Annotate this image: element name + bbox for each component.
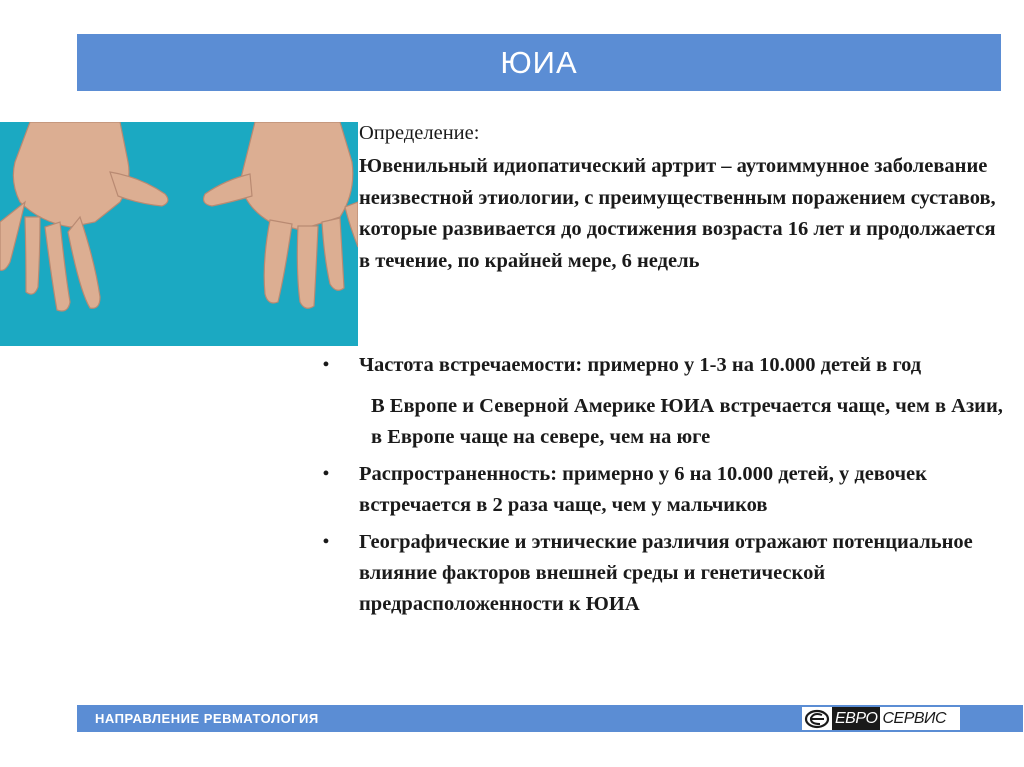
footer-bar (77, 705, 1023, 732)
list-item (316, 527, 1006, 620)
list-item (316, 350, 1006, 381)
bullet-text: Частота встречаемости: примерно у 1-3 на 10.000 детей в год (359, 354, 922, 376)
definition-block (359, 118, 999, 277)
title-bar (77, 34, 1001, 91)
company-logo (802, 707, 960, 730)
bullet-list (316, 350, 1006, 620)
bullet-marker: • (322, 531, 330, 553)
bullet-marker: • (322, 463, 330, 485)
bullet-text: Географические и этнические различия отражают потенциальное влияние факторов внешней среды и генетической предрасположенности к ЮИА (359, 531, 973, 615)
bullet-marker: • (322, 354, 330, 376)
hands-photo (0, 122, 358, 346)
definition-heading: Определение: (359, 122, 480, 144)
logo-e-icon (802, 707, 832, 730)
slide-title: ЮИА (500, 44, 578, 80)
footer-section-label: НАПРАВЛЕНИЕ РЕВМАТОЛОГИЯ (95, 711, 319, 726)
bullet-text: Распространенность: примерно у 6 на 10.000 детей, у девочек встречается в 2 раза чаще, чем у мальчиков (359, 463, 927, 516)
list-item (316, 459, 1006, 521)
sub-item-text: В Европе и Северной Америке ЮИА встречается чаще, чем в Азии, в Европе чаще на севере, чем на юге (371, 395, 1003, 448)
logo-text-left: ЕВРО (832, 707, 880, 730)
logo-text-right: СЕРВИС (882, 710, 947, 727)
hands-illustration (0, 122, 358, 346)
definition-text: Ювенильный идиопатический артрит – аутоиммунное заболевание неизвестной этиологии, с преимущественным поражением суставов, которые развивается до достижения возраста 16 лет и продолжается в течение, по крайней мере, 6 недель (359, 155, 996, 272)
